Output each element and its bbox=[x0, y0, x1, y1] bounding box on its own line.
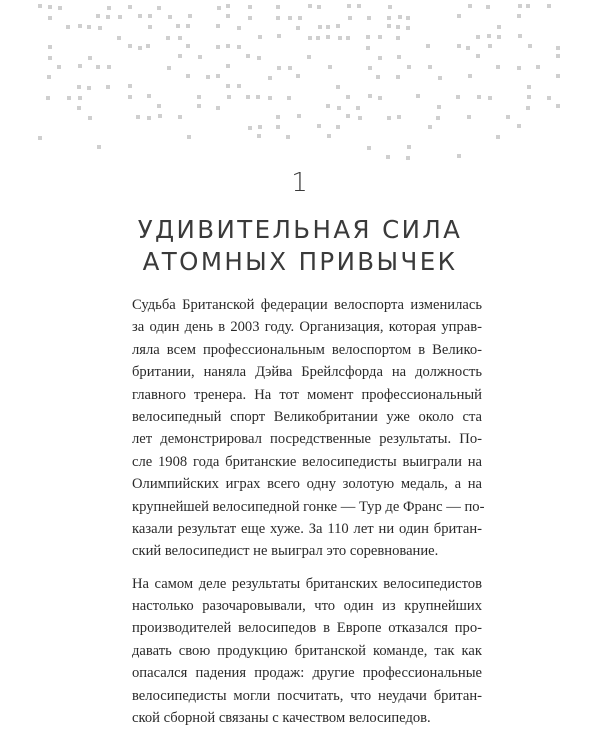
decorative-dot bbox=[336, 24, 340, 28]
decorative-dot bbox=[88, 116, 92, 120]
decorative-dot bbox=[527, 85, 531, 89]
decorative-dot bbox=[248, 16, 252, 20]
decorative-dot bbox=[388, 5, 392, 9]
decorative-dot bbox=[287, 96, 291, 100]
decorative-dot bbox=[367, 146, 371, 150]
decorative-dot bbox=[96, 14, 100, 18]
decorative-dot bbox=[397, 55, 401, 59]
chapter-number: 1 bbox=[291, 168, 309, 198]
decorative-dot bbox=[428, 125, 432, 129]
decorative-dot bbox=[457, 44, 461, 48]
decorative-dot bbox=[38, 136, 42, 140]
decorative-dot bbox=[276, 115, 280, 119]
decorative-dot bbox=[296, 26, 300, 30]
decorative-dot bbox=[226, 64, 230, 68]
decorative-dot bbox=[237, 26, 241, 30]
decorative-dot bbox=[277, 66, 281, 70]
decorative-dot bbox=[467, 115, 471, 119]
text-line: ский велосипедист не выиграл это соревнование. bbox=[132, 543, 439, 560]
decorative-dot bbox=[318, 25, 322, 29]
decorative-dot bbox=[216, 24, 220, 28]
text-line: ской сборной связаны с качеством велосипедов. bbox=[132, 710, 431, 727]
decorative-dot bbox=[226, 14, 230, 18]
decorative-dot bbox=[416, 94, 420, 98]
text-line: Олимпийских играх всего одну золотую медаль, а на bbox=[132, 476, 482, 493]
text-line: Судьба Британской федерации велоспорта изменилась bbox=[132, 297, 482, 313]
text-line: крупнейшей велосипедной гонке — Тур де Франс — по- bbox=[132, 498, 485, 515]
decorative-dot bbox=[496, 65, 500, 69]
decorative-dot bbox=[58, 6, 62, 10]
decorative-dot bbox=[237, 84, 241, 88]
decorative-dot bbox=[107, 6, 111, 10]
decorative-dot bbox=[378, 96, 382, 100]
decorative-dot bbox=[346, 95, 350, 99]
decorative-dot bbox=[517, 14, 521, 18]
decorative-dot bbox=[258, 125, 262, 129]
decorative-dot bbox=[128, 44, 132, 48]
decorative-dot bbox=[487, 34, 491, 38]
chapter-title-line: УДИВИТЕЛЬНАЯ СИЛА bbox=[137, 215, 463, 244]
decorative-dot bbox=[106, 85, 110, 89]
text-line: опасался падения продаж: другие профессиональные bbox=[132, 665, 482, 682]
decorative-dot bbox=[526, 106, 530, 110]
decorative-dot bbox=[406, 26, 410, 30]
decorative-dot bbox=[197, 104, 201, 108]
decorative-dot bbox=[47, 75, 51, 79]
decorative-dot bbox=[268, 76, 272, 80]
decorative-dot bbox=[78, 64, 82, 68]
decorative-dot bbox=[226, 84, 230, 88]
decorative-dot bbox=[407, 145, 411, 149]
decorative-dot bbox=[118, 15, 122, 19]
decorative-dot bbox=[146, 44, 150, 48]
decorative-dot bbox=[556, 74, 560, 78]
decorative-dot bbox=[226, 4, 230, 8]
decorative-dot bbox=[257, 134, 261, 138]
decorative-dot bbox=[256, 95, 260, 99]
decorative-dot bbox=[178, 115, 182, 119]
decorative-dot bbox=[87, 86, 91, 90]
decorative-dot bbox=[556, 54, 560, 58]
decorative-dot bbox=[357, 4, 361, 8]
text-line: настолько разочаровывали, что один из крупнейших bbox=[132, 598, 482, 615]
decorative-dot bbox=[326, 25, 330, 29]
decorative-dot bbox=[148, 25, 152, 29]
decorative-dot bbox=[157, 104, 161, 108]
decorative-dot bbox=[167, 66, 171, 70]
decorative-dot bbox=[246, 95, 250, 99]
decorative-dot bbox=[48, 45, 52, 49]
decorative-dot bbox=[166, 36, 170, 40]
decorative-dot bbox=[556, 104, 560, 108]
decorative-dot bbox=[378, 35, 382, 39]
decorative-dot bbox=[368, 66, 372, 70]
decorative-dot bbox=[518, 34, 522, 38]
decorative-dot bbox=[407, 65, 411, 69]
decorative-dot bbox=[326, 104, 330, 108]
decorative-dot bbox=[257, 56, 261, 60]
decorative-dot bbox=[406, 156, 410, 160]
decorative-dot bbox=[356, 106, 360, 110]
decorative-dot bbox=[396, 75, 400, 79]
text-line: казали результат еще хуже. За 110 лет ни один британ- bbox=[132, 520, 482, 537]
decorative-dot bbox=[158, 114, 162, 118]
decorative-dot bbox=[147, 94, 151, 98]
decorative-dot bbox=[337, 106, 341, 110]
text-line: производителей велосипедов в Европе отказался про- bbox=[132, 620, 482, 637]
decorative-dot bbox=[328, 65, 332, 69]
decorative-dot bbox=[38, 4, 42, 8]
decorative-dot bbox=[476, 35, 480, 39]
decorative-dot bbox=[528, 44, 532, 48]
decorative-dot bbox=[477, 95, 481, 99]
decorative-dot bbox=[87, 25, 91, 29]
decorative-dot bbox=[398, 15, 402, 19]
text-line: лет демонстрировал посредственные результаты. По- bbox=[132, 431, 482, 448]
decorative-dot bbox=[298, 16, 302, 20]
decorative-dot bbox=[526, 4, 530, 8]
decorative-dot bbox=[497, 35, 501, 39]
decorative-dot bbox=[517, 124, 521, 128]
decorative-dot bbox=[308, 4, 312, 8]
paragraph bbox=[132, 573, 482, 730]
decorative-dot bbox=[527, 95, 531, 99]
decorative-dot bbox=[217, 6, 221, 10]
decorative-dot bbox=[168, 15, 172, 19]
decorative-dot bbox=[437, 105, 441, 109]
decorative-dot bbox=[106, 15, 110, 19]
decorative-dot bbox=[476, 54, 480, 58]
decorative-dot bbox=[396, 36, 400, 40]
decorative-dot bbox=[186, 44, 190, 48]
decorative-dot bbox=[308, 36, 312, 40]
decorative-dot bbox=[327, 134, 331, 138]
decorative-dot bbox=[176, 24, 180, 28]
decorative-dot bbox=[136, 115, 140, 119]
decorative-dot bbox=[246, 54, 250, 58]
decorative-dot bbox=[517, 66, 521, 70]
decorative-dot bbox=[78, 24, 82, 28]
decorative-dot bbox=[367, 16, 371, 20]
decorative-dot bbox=[227, 95, 231, 99]
text-line: за один день в 2003 году. Организация, которая управ- bbox=[132, 319, 482, 336]
decorative-dot bbox=[288, 16, 292, 20]
decorative-dot bbox=[268, 96, 272, 100]
decorative-dot bbox=[188, 14, 192, 18]
decorative-dot bbox=[77, 85, 81, 89]
decorative-dot bbox=[216, 45, 220, 49]
text-line: На самом деле результаты британских велосипедистов bbox=[132, 575, 482, 592]
decorative-dot bbox=[496, 135, 500, 139]
decorative-dot bbox=[336, 85, 340, 89]
decorative-dot bbox=[386, 155, 390, 159]
decorative-dot bbox=[338, 36, 342, 40]
decorative-dot bbox=[387, 24, 391, 28]
paragraph bbox=[132, 294, 485, 563]
decorative-dot bbox=[346, 36, 350, 40]
decorative-dot bbox=[378, 56, 382, 60]
decorative-dot bbox=[237, 45, 241, 49]
decorative-dot bbox=[468, 4, 472, 8]
decorative-dot bbox=[107, 65, 111, 69]
decorative-dot bbox=[216, 74, 220, 78]
decorative-dot bbox=[248, 5, 252, 9]
decorative-dot bbox=[348, 16, 352, 20]
decorative-dot bbox=[206, 75, 210, 79]
decorative-dot bbox=[396, 25, 400, 29]
decorative-dot bbox=[317, 124, 321, 128]
decorative-dot bbox=[186, 74, 190, 78]
decorative-dot bbox=[426, 44, 430, 48]
decorative-dot bbox=[187, 135, 191, 139]
text-line: британии, наняла Дэйва Брейлсфорда на должность bbox=[132, 364, 482, 381]
decorative-dot bbox=[307, 55, 311, 59]
text-line: сле 1908 года британские велосипедисты выиграли на bbox=[132, 453, 482, 470]
decorative-dot bbox=[178, 36, 182, 40]
decorative-dot bbox=[216, 106, 220, 110]
decorative-dot bbox=[387, 116, 391, 120]
decorative-dot bbox=[486, 5, 490, 9]
decorative-dot bbox=[286, 135, 290, 139]
text-line: велосипедисты могли посчитать, что неудачи британ- bbox=[132, 687, 482, 704]
decorative-dot bbox=[488, 44, 492, 48]
decorative-dot bbox=[48, 5, 52, 9]
decorative-dot bbox=[456, 95, 460, 99]
decorative-dot bbox=[148, 14, 152, 18]
decorative-dot bbox=[468, 74, 472, 78]
decorative-dot bbox=[296, 74, 300, 78]
decorative-dot bbox=[488, 96, 492, 100]
text-line: давать свою продукцию британской команде, так как bbox=[132, 642, 482, 659]
decorative-dot bbox=[358, 116, 362, 120]
decorative-dot bbox=[67, 96, 71, 100]
decorative-dot bbox=[497, 25, 501, 29]
decorative-dot-pattern bbox=[0, 0, 600, 160]
decorative-dot bbox=[98, 26, 102, 30]
decorative-dot bbox=[66, 25, 70, 29]
decorative-dot bbox=[317, 5, 321, 9]
decorative-dot bbox=[376, 75, 380, 79]
decorative-dot bbox=[276, 16, 280, 20]
decorative-dot bbox=[547, 96, 551, 100]
decorative-dot bbox=[436, 116, 440, 120]
decorative-dot bbox=[128, 84, 132, 88]
decorative-dot bbox=[88, 56, 92, 60]
text-line: ляла всем профессиональным велоспортом в Велико- bbox=[132, 341, 482, 358]
decorative-dot bbox=[138, 14, 142, 18]
chapter-body bbox=[132, 294, 485, 729]
decorative-dot bbox=[57, 65, 61, 69]
decorative-dot bbox=[186, 24, 190, 28]
decorative-dot bbox=[366, 35, 370, 39]
decorative-dot bbox=[178, 54, 182, 58]
decorative-dot bbox=[157, 6, 161, 10]
decorative-dot bbox=[457, 14, 461, 18]
chapter-title-line: АТОМНЫХ ПРИВЫЧЕК bbox=[142, 247, 458, 276]
decorative-dot bbox=[316, 36, 320, 40]
decorative-dot bbox=[366, 46, 370, 50]
decorative-dot bbox=[397, 115, 401, 119]
decorative-dot bbox=[117, 36, 121, 40]
decorative-dot bbox=[406, 16, 410, 20]
decorative-dot bbox=[428, 65, 432, 69]
decorative-dot bbox=[46, 96, 50, 100]
decorative-dot bbox=[97, 145, 101, 149]
decorative-dot bbox=[96, 65, 100, 69]
decorative-dot bbox=[466, 46, 470, 50]
text-line: главного тренера. На тот момент профессиональный bbox=[132, 386, 482, 403]
decorative-dot bbox=[147, 116, 151, 120]
decorative-dot bbox=[197, 95, 201, 99]
decorative-dot bbox=[288, 66, 292, 70]
decorative-dot bbox=[48, 56, 52, 60]
decorative-dot bbox=[336, 125, 340, 129]
decorative-dot bbox=[276, 125, 280, 129]
decorative-dot bbox=[457, 154, 461, 158]
decorative-dot bbox=[77, 106, 81, 110]
decorative-dot bbox=[277, 34, 281, 38]
decorative-dot bbox=[297, 114, 301, 118]
decorative-dot bbox=[276, 5, 280, 9]
decorative-dot bbox=[506, 115, 510, 119]
decorative-dot bbox=[518, 4, 522, 8]
decorative-dot bbox=[347, 4, 351, 8]
text-line: велосипедный спорт Великобритании уже около ста bbox=[132, 408, 482, 425]
decorative-dot bbox=[78, 96, 82, 100]
decorative-dot bbox=[547, 4, 551, 8]
decorative-dot bbox=[138, 46, 142, 50]
decorative-dot bbox=[258, 35, 262, 39]
decorative-dot bbox=[326, 35, 330, 39]
decorative-dot bbox=[556, 46, 560, 50]
decorative-dot bbox=[48, 16, 52, 20]
decorative-dot bbox=[128, 95, 132, 99]
decorative-dot bbox=[536, 65, 540, 69]
decorative-dot bbox=[198, 55, 202, 59]
decorative-dot bbox=[368, 94, 372, 98]
decorative-dot bbox=[346, 114, 350, 118]
decorative-dot bbox=[128, 5, 132, 9]
decorative-dot bbox=[438, 76, 442, 80]
decorative-dot bbox=[387, 16, 391, 20]
chapter-title bbox=[0, 214, 600, 278]
decorative-dot bbox=[226, 44, 230, 48]
decorative-dot bbox=[248, 126, 252, 130]
